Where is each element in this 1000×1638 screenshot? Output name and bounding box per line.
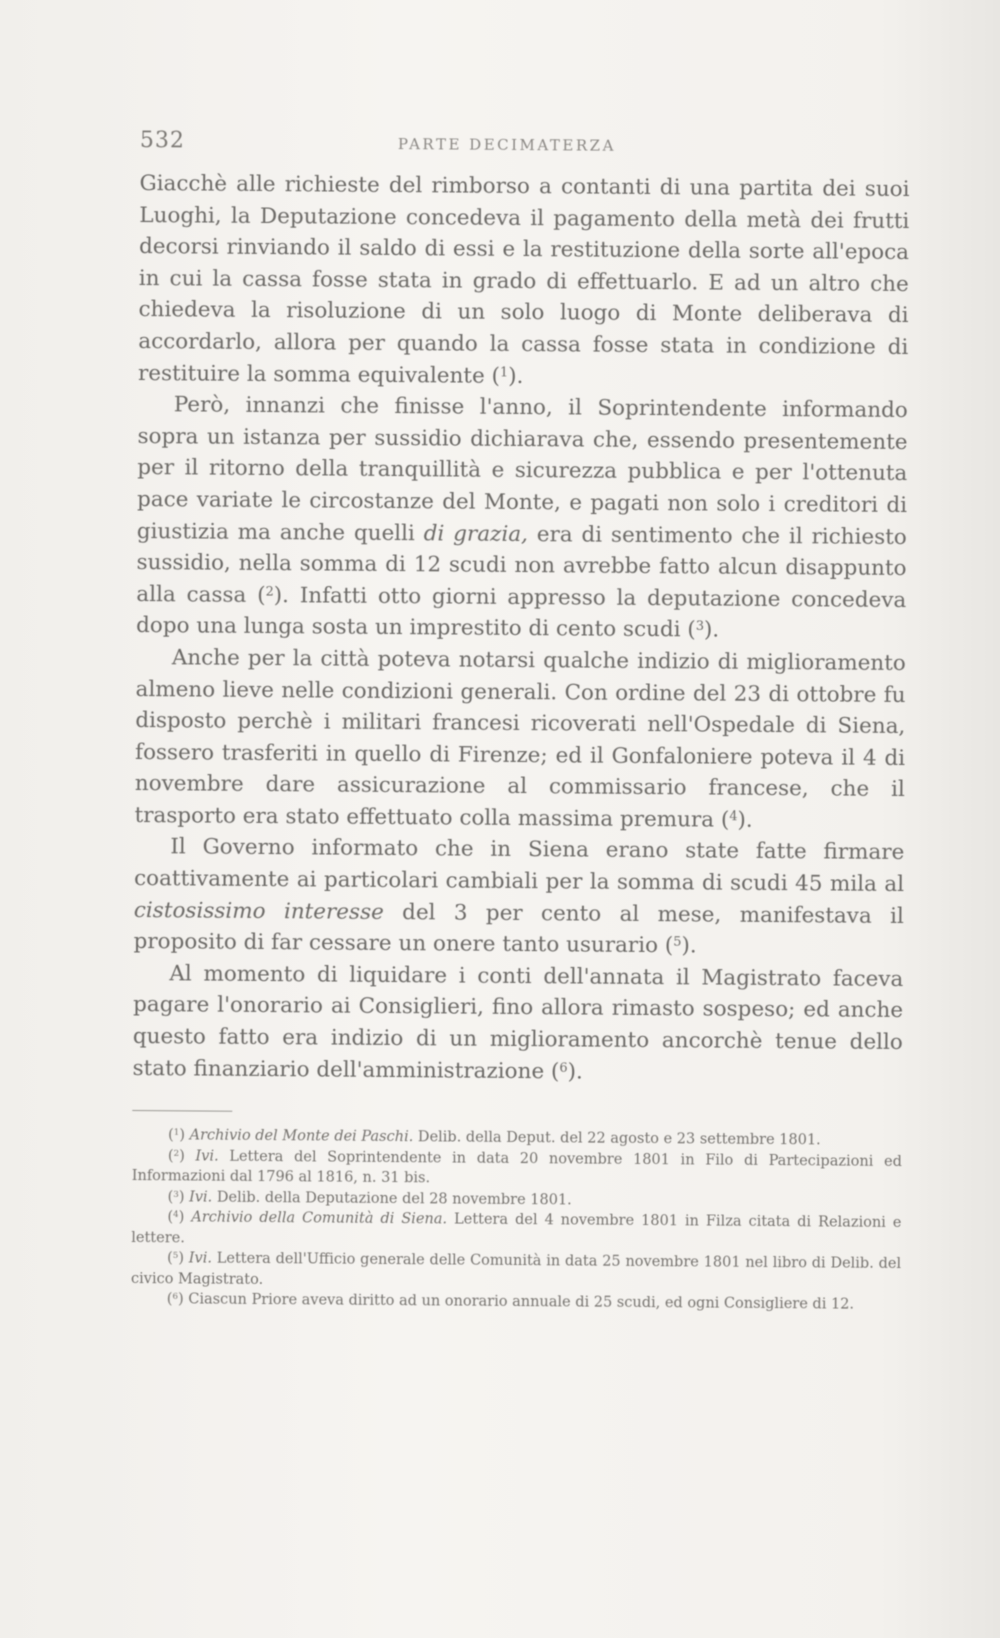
text-run: Il Governo informato che in Siena erano state fatte firmare coattivamente ai particolari cambiali per la somma di scudi 45 mila al bbox=[134, 834, 905, 898]
text-run: del 3 per cento al mese, manifestava il proposito di far cessare un onere tanto usurario ( bbox=[133, 899, 904, 959]
text-run: ( bbox=[167, 1188, 174, 1206]
italic-text: Ivi. bbox=[189, 1189, 213, 1206]
text-run: Giacchè alle richieste del rimborso a contanti di una partita dei suoi Luoghi, la Deputazione concedeva il pagamento della metà dei frutti decorsi rinviando il saldo di essi e la restituzione della sorte all'epoca in cui la cassa fosse stata in grado di effettuarlo. E ad un altro che chiedeva la risoluzione di un solo luogo di Monte deliberava di accordarlo, allora per quando la cassa fosse stata in condizione di restituire la somma equivalente ( bbox=[137, 170, 910, 389]
text-run: ) bbox=[178, 1189, 190, 1206]
italic-text: Archivio del Monte dei Paschi. bbox=[189, 1127, 414, 1146]
text-run: Lettera dell'Ufficio generale delle Comunità in data 25 novembre 1801 nel libro di Delib. del civico Magistrato. bbox=[130, 1250, 902, 1288]
running-head bbox=[140, 128, 910, 174]
footnote-marker: 4 bbox=[729, 809, 738, 825]
text-run: ( bbox=[168, 1127, 174, 1144]
text-run: ) bbox=[177, 1291, 189, 1308]
running-title: PARTE DECIMATERZA bbox=[397, 135, 617, 155]
footnote-marker: 1 bbox=[173, 1128, 180, 1139]
text-run: ( bbox=[167, 1209, 174, 1226]
text-run: ( bbox=[167, 1250, 173, 1267]
footnote-marker: 2 bbox=[265, 584, 274, 600]
italic-text: Archivio della Comunità di Siena. bbox=[191, 1209, 448, 1228]
text-run: ). bbox=[681, 933, 697, 959]
text-run: Lettera del Soprintendente in data 20 novembre 1801 in Filo di Partecipazioni ed Informazioni dal 1796 al 1816, n. 31 bis. bbox=[131, 1148, 902, 1187]
italic-text: Ivi. bbox=[188, 1250, 213, 1267]
text-run: ) bbox=[178, 1250, 189, 1267]
italic-text: Ivi. bbox=[195, 1148, 219, 1165]
footnote-marker: 5 bbox=[673, 935, 682, 951]
body-paragraph bbox=[136, 389, 908, 648]
body-paragraph bbox=[132, 958, 903, 1090]
footnote-marker: 3 bbox=[173, 1189, 179, 1200]
body-paragraph bbox=[133, 831, 904, 963]
text-run: ) bbox=[179, 1127, 190, 1144]
text-run: ). bbox=[703, 617, 720, 643]
text-run: era di sentimento che il richiesto sussidio, nella somma di 12 scudi non avrebbe fatto alcun disappunto alla cassa ( bbox=[136, 521, 907, 608]
text-run: Anche per la città poteva notarsi qualche indizio di miglioramento almeno lieve nelle condizioni generali. Con ordine del 23 di ottobre fu disposto perchè i militari francesi ricoverati nell'Ospedale di Siena, fossero trasferiti in quello di Firenze; ed il Gonfaloniere poteva il 4 di novembre dare assicurazione al commissario francese, che il trasporto era stato effettuato colla massima premura ( bbox=[134, 645, 906, 833]
text-run: ). Infatti otto giorni appresso la deputazione concedeva dopo una lunga sosta un imprestito di cento scudi ( bbox=[135, 582, 907, 643]
italic-text: cistosissimo interesse bbox=[133, 897, 384, 925]
text-run: Però, innanzi che finisse l'anno, il Soprintendente informando sopra un istanza per sussidio dichiarava che, essendo presentemente per il ritorno della tranquillità e sicurezza pubblica e per l'ottenuta pace variate le circostanze del Monte, e pagati non solo i creditori di giustizia ma anche quelli bbox=[136, 392, 908, 546]
body-paragraph bbox=[134, 642, 905, 838]
page-number: 532 bbox=[139, 128, 185, 154]
body-text bbox=[132, 168, 909, 1090]
text-run: Lettera del 4 novembre 1801 in Filza citata di Relazioni e lettere. bbox=[131, 1211, 902, 1247]
footnote-marker: 2 bbox=[173, 1148, 180, 1159]
body-paragraph bbox=[138, 168, 910, 395]
text-run: ) bbox=[178, 1209, 192, 1226]
book-page bbox=[131, 128, 910, 1316]
footnote-separator bbox=[132, 1110, 232, 1112]
text-run: ( bbox=[166, 1291, 173, 1308]
footnotes bbox=[131, 1125, 902, 1316]
footnote bbox=[131, 1207, 901, 1254]
footnote-marker: 3 bbox=[695, 619, 705, 635]
text-run: Delib. della Deputazione del 28 novembre 1801. bbox=[212, 1189, 572, 1209]
footnote bbox=[132, 1146, 902, 1193]
text-run: Ciascun Priore aveva diritto ad un onorario annuale di 25 scudi, ed ogni Consigliere di 12. bbox=[188, 1291, 855, 1313]
footnote-marker: 4 bbox=[173, 1210, 179, 1221]
text-run: ). bbox=[508, 363, 524, 389]
italic-text: di grazia, bbox=[423, 520, 529, 547]
text-run: Al momento di liquidare i conti dell'annata il Magistrato faceva pagare l'onorario ai Consiglieri, fino allora rimasto sospeso; ed anche questo fatto era indizio di un miglioramento ancorchè tenue dello stato finanziario dell'amministrazione ( bbox=[132, 961, 904, 1084]
footnote-marker: 1 bbox=[499, 364, 509, 381]
footnote-marker: 6 bbox=[172, 1292, 179, 1303]
text-run: ). bbox=[567, 1059, 583, 1085]
footnote-marker: 5 bbox=[172, 1251, 179, 1262]
text-run: ). bbox=[737, 807, 753, 833]
text-run: Delib. della Deput. del 22 agosto e 23 settembre 1801. bbox=[413, 1129, 821, 1149]
text-run: ) bbox=[179, 1148, 196, 1165]
footnote bbox=[131, 1248, 901, 1295]
text-run: ( bbox=[167, 1147, 174, 1165]
footnote-marker: 6 bbox=[559, 1060, 568, 1076]
